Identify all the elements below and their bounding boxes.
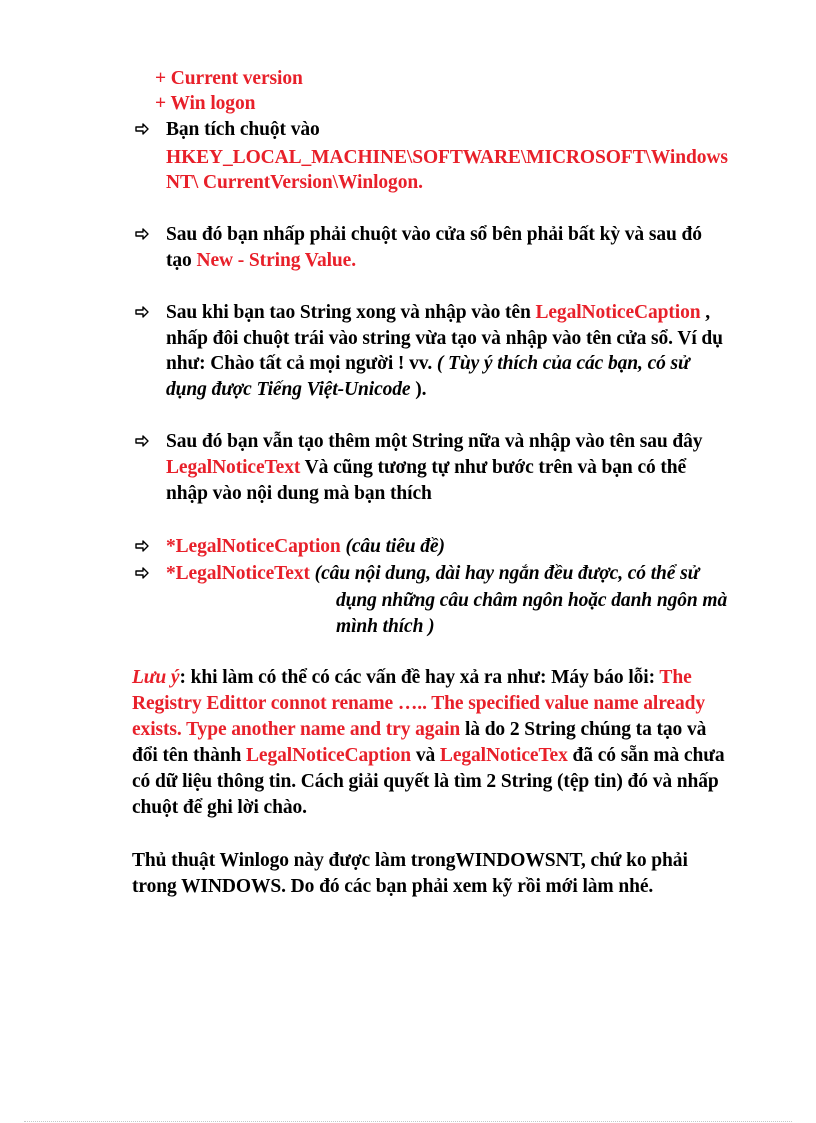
note-label: Lưu ý	[132, 667, 180, 688]
bullet-3-line-4: dụng được Tiếng Việt-Unicode ).	[166, 379, 427, 400]
bullet-4-line-1: Sau đó bạn vẫn tạo thêm một String nữa và nhập vào tên sau đây	[166, 431, 703, 452]
page-bottom-divider	[24, 1121, 792, 1122]
note-line-5: có dữ liệu thông tin. Cách giải quyết là tìm 2 String (tệp tin) đó và nhấp	[132, 771, 719, 792]
right-arrow-icon	[135, 566, 149, 580]
bullet-2-line-1: Sau đó bạn nhấp phải chuột vào cửa sổ bên phải bất kỳ và sau đó	[166, 224, 702, 245]
legal-notice-text: LegalNoticeText	[166, 457, 301, 478]
sub-item-current-version: + Current version	[155, 68, 303, 89]
note-line-6: chuột để ghi lời chào.	[132, 797, 307, 818]
right-arrow-icon	[135, 227, 149, 241]
new-string-value: New - String Value.	[196, 250, 356, 271]
bullet-3-line-3: như: Chào tất cả mọi người ! vv. ( Tùy ý thích của các bạn, có sử	[166, 353, 690, 374]
right-arrow-icon	[135, 539, 149, 553]
note-line-3: exists. Type another name and try again là do 2 String chúng ta tạo và	[132, 719, 707, 740]
right-arrow-icon	[135, 122, 149, 136]
bullet-6-line-1: *LegalNoticeText (câu nội dung, dài hay ngắn đều được, có thể sử	[166, 563, 700, 584]
bullet-3-line-1: Sau khi bạn tao String xong và nhập vào tên LegalNoticeCaption ,	[166, 302, 711, 323]
bullet-3-line-2: nhấp đôi chuột trái vào string vừa tạo và nhập vào tên cửa sổ. Ví dụ	[166, 328, 723, 349]
bullet-1-text: Bạn tích chuột vào	[166, 119, 320, 140]
bullet-6-line-3: mình thích )	[336, 616, 435, 637]
bullet-5: *LegalNoticeCaption (câu tiêu đề)	[166, 536, 445, 557]
final-line-2: trong WINDOWS. Do đó các bạn phải xem kỹ rồi mới làm nhé.	[132, 876, 654, 897]
bullet-2-line-2: tạo New - String Value.	[166, 250, 356, 271]
legal-notice-caption: LegalNoticeCaption	[535, 302, 701, 323]
right-arrow-icon	[135, 434, 149, 448]
note-line-4: đổi tên thành LegalNoticeCaption và LegalNoticeTex đã có sẵn mà chưa	[132, 745, 725, 766]
bullet-4-line-2: LegalNoticeText Và cũng tương tự như bước trên và bạn có thể	[166, 457, 687, 478]
final-line-1: Thủ thuật Winlogo này được làm trongWINDOWSNT, chứ ko phải	[132, 850, 688, 871]
right-arrow-icon	[135, 305, 149, 319]
note-line-1: Lưu ý: khi làm có thể có các vấn đề hay xả ra như: Máy báo lỗi: The	[132, 667, 692, 688]
sub-item-win-logon: + Win logon	[155, 93, 256, 114]
bullet-6-line-2: dụng những câu châm ngôn hoặc danh ngôn mà	[336, 590, 728, 611]
registry-path-line-2: NT\ CurrentVersion\Winlogon.	[166, 172, 423, 193]
bullet-4-line-3: nhập vào nội dung mà bạn thích	[166, 483, 432, 504]
note-line-2: Registry Edittor connot rename ….. The specified value name already	[132, 693, 706, 714]
registry-path-line-1: HKEY_LOCAL_MACHINE\SOFTWARE\MICROSOFT\Windows	[166, 147, 728, 168]
